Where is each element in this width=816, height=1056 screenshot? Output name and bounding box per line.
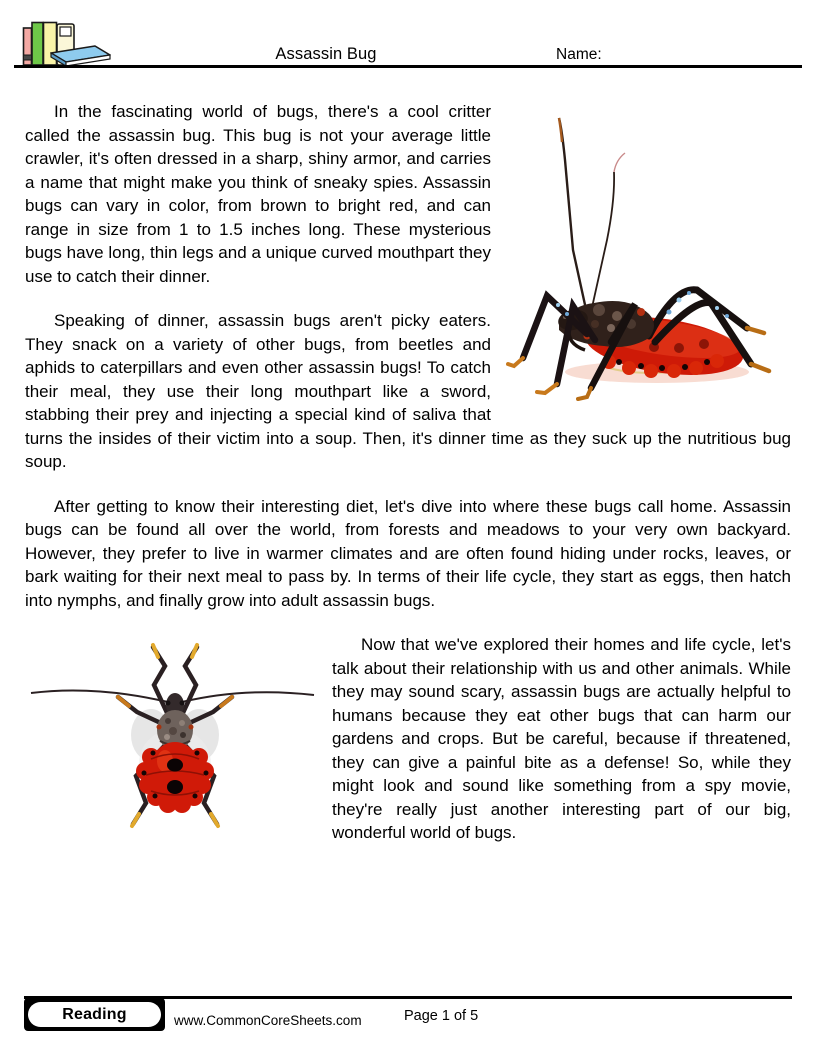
paragraph-3: After getting to know their interesting diet, let's dive into where these bugs call home. Assassin bugs can be found all over the world, from forests and meadows to your very own backyard. However, they prefer to live in warmer climates and are often found hiding under rocks, leaves, or bark waiting for their next meal to pass by. In terms of their life cycle, they start as eggs, then hatch into nymphs, and finally grow into adult assassin bugs. [25, 496, 791, 610]
page-number: Page 1 of 5 [404, 1008, 479, 1024]
paragraph-1: In the fascinating world of bugs, there's a cool critter called the assassin bug. This bug is not your average little crawler, it's often dressed in a sharp, shiny armor, and carries a name that might make you think of sneaky spies. Assassin bugs can vary in color, from brown to bright red, and can range in size from 1 to 1.5 inches long. These mysterious bugs have long, thin legs and a unique curved mouthpart they use to catch their dinner. [25, 102, 491, 286]
page-title: Assassin Bug [275, 45, 377, 63]
paragraph-2: Speaking of dinner, assassin bugs aren't picky eaters. They snack on a variety of other bugs, from beetles and aphids to caterpillars and even other assassin bugs! To catch their meal, they use their long mouthpart like a sword, stabbing their prey and injecting a special kind of saliva that turns the insides of their victim into a soup. Then, it's dinner time as they suck up the nutritious bug soup. [25, 311, 791, 471]
assassin-bug-side-image [499, 100, 791, 415]
assassin-bug-top-image [25, 633, 320, 861]
badge-label: Reading [28, 1002, 161, 1027]
article [25, 100, 791, 861]
paragraph-4: Now that we've explored their homes and life cycle, let's talk about their relationship with us and other animals. While they may sound scary, assassin bugs are actually helpful to humans because they eat other bugs that can harm our gardens and crops. But be careful, because if threatened, they can give a painful bite as a defense! So, while they might look and sound like something from a spy movie, they're really just another interesting part of our big, wonderful world of bugs. [332, 635, 791, 842]
header-rule [14, 65, 802, 68]
website-url: www.CommonCoreSheets.com [174, 1013, 362, 1028]
name-label: Name: [556, 46, 602, 63]
books-logo-icon [15, 9, 115, 66]
reading-category-badge [24, 998, 165, 1031]
name-write-in-area[interactable] [608, 40, 798, 66]
